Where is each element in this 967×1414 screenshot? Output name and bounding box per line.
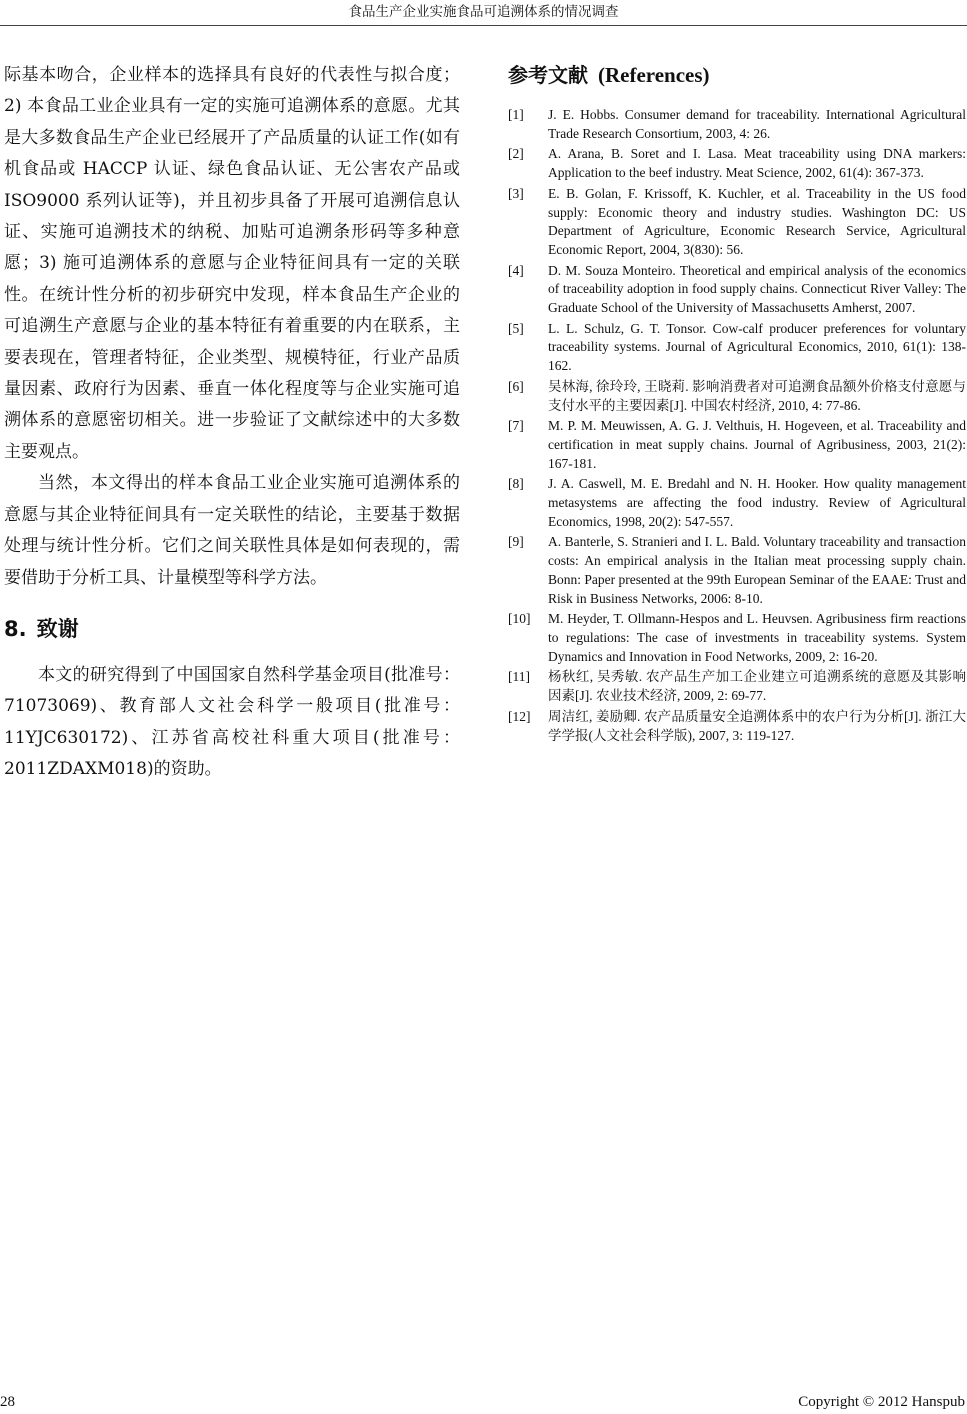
body-column-left (4, 60, 460, 786)
reference-item (508, 378, 966, 415)
reference-item (508, 320, 966, 376)
reference-item (508, 145, 966, 182)
reference-text: L. L. Schulz, G. T. Tonsor. Cow-calf producer preferences for voluntary traceability systems. Journal of Agricultural Economics, 2010, 61(1): 138-162. (548, 320, 966, 374)
section-title: 致谢 (36, 616, 79, 641)
acknowledgement-paragraph: 本文的研究得到了中国国家自然科学基金项目(批准号：71073069)、教育部人文社会科学一般项目(批准号：11YJC630172)、江苏省高校社科重大项目(批准号：2011ZDAXM018)的资助。 (4, 664, 460, 780)
reference-number: [4] (508, 262, 524, 278)
references-heading-en: (References) (598, 63, 710, 87)
reference-number: [1] (508, 107, 524, 122)
reference-item (508, 668, 966, 705)
reference-number: [8] (508, 476, 524, 492)
page-number: 28 (0, 1394, 15, 1410)
reference-text: M. P. M. Meuwissen, A. G. J. Velthuis, H. Hogeveen, et al. Traceability and certification in meat supply chains. Journal of Agribusiness, 2003, 21(2): 167-181. (548, 418, 966, 471)
section-number: 8. (4, 616, 27, 641)
reference-text: D. M. Souza Monteiro. Theoretical and empirical analysis of the economics of traceability adoption in food supply chains. Connecticut River Valley: The Graduate School of the University of Massachusetts Amherst, 2007. (548, 262, 966, 316)
reference-item (508, 533, 966, 608)
reference-number: [11] (508, 669, 530, 685)
reference-item (508, 417, 966, 473)
reference-item (508, 708, 966, 745)
reference-number: [2] (508, 146, 524, 162)
conclusion-paragraph: 当然，本文得出的样本食品工业企业实施可追溯体系的意愿与其企业特征间具有一定关联性的结论，主要基于数据处理与统计性分析。它们之间关联性具体是如何表现的，需要借助于分析工具、计量模型等科学方法。 (4, 473, 460, 588)
reference-text: A. Arana, B. Soret and I. Lasa. Meat traceability using DNA markers: Application to the beef industry. Meat Science, 2002, 61(4): 367-373. (548, 146, 966, 181)
reference-number: [3] (508, 185, 524, 201)
reference-text: M. Heyder, T. Ollmann-Hespos and L. Heuvsen. Agribusiness firm reactions to regulations: The case of investments in traceability systems. System Dynamics and Innovation in Food Networks, 2009, 2: 16-20. (548, 611, 966, 664)
reference-text: 周洁红, 姜励卿. 农产品质量安全追溯体系中的农户行为分析[J]. 浙江大学学报(人文社会科学版), 2007, 3: 119-127. (548, 708, 966, 743)
reference-number: [7] (508, 418, 524, 434)
reference-item (508, 475, 966, 531)
reference-item (508, 106, 966, 143)
reference-list (508, 106, 966, 745)
reference-item (508, 185, 966, 260)
reference-text: A. Banterle, S. Stranieri and I. L. Bald. Voluntary traceability and transaction costs: An empirical analysis in the Italian meat processing supply chain. Bonn: Paper presented at the 99th European Seminar of the EAAE: Trust and Risk in Business Networks, 2006: 8-10. (548, 534, 966, 606)
reference-item (508, 262, 966, 318)
reference-number: [6] (508, 378, 524, 394)
reference-text: 吴林海, 徐玲玲, 王晓莉. 影响消费者对可追溯食品额外价格支付意愿与支付水平的主要因素[J]. 中国农村经济, 2010, 4: 77-86. (548, 378, 966, 413)
reference-text: E. B. Golan, F. Krissoff, K. Kuchler, et al. Traceability in the US food supply: Economic theory and industry studies. Washington DC: US Department of Agriculture, Economic Research Service, Agricultural Economic Report, 2004, 3(830): 56. (548, 185, 966, 257)
reference-item (508, 610, 966, 666)
conclusion-paragraph: 际基本吻合，企业样本的选择具有良好的代表性与拟合度；2) 本食品工业企业具有一定的实施可追溯体系的意愿。尤其是大多数食品生产企业已经展开了产品质量的认证工作(如有机食品或 HACCP 认证、绿色食品认证、无公害农产品或 ISO9000 系列认证等)，并且初步具备了开展可追溯信息认证、实施可追溯技术的纳税、加贴可追溯条形码等多种意愿；3) 施可追溯体系的意愿与企业特征间具有一定的关联性。在统计性分析的初步研究中发现，样本食品生产企业的可追溯生产意愿与企业的基本特征有着重要的内在联系，主要表现在，管理者特征，企业类型、规模特征，行业产品质量因素、政府行为因素、垂直一体化程度等与企业实施可追溯体系的意愿密切相关。进一步验证了文献综述中的大多数主要观点。 (4, 65, 460, 462)
section-heading (4, 614, 460, 644)
reference-number: [9] (508, 534, 524, 550)
reference-text: 杨秋红, 吴秀敏. 农产品生产加工企业建立可追溯系统的意愿及其影响因素[J]. 农业技术经济, 2009, 2: 69-77. (548, 669, 966, 704)
reference-number: [10] (508, 611, 531, 627)
reference-number: [5] (508, 320, 524, 336)
reference-text: J. A. Caswell, M. E. Bredahl and N. H. Hooker. How quality management metasystems are affecting the food industry. Review of Agricultural Economics, 1998, 20(2): 547-557. (548, 476, 966, 529)
references-heading (508, 60, 966, 90)
references-column (508, 60, 966, 747)
references-heading-cn: 参考文献 (508, 63, 588, 87)
reference-number: [12] (508, 708, 531, 724)
running-header: 食品生产企业实施食品可追溯体系的情况调查 (0, 0, 967, 26)
copyright-notice: Copyright © 2012 Hanspub (798, 1394, 965, 1410)
reference-text: J. E. Hobbs. Consumer demand for traceability. International Agricultural Trade Research Consortium, 2003, 4: 26. (548, 107, 966, 141)
